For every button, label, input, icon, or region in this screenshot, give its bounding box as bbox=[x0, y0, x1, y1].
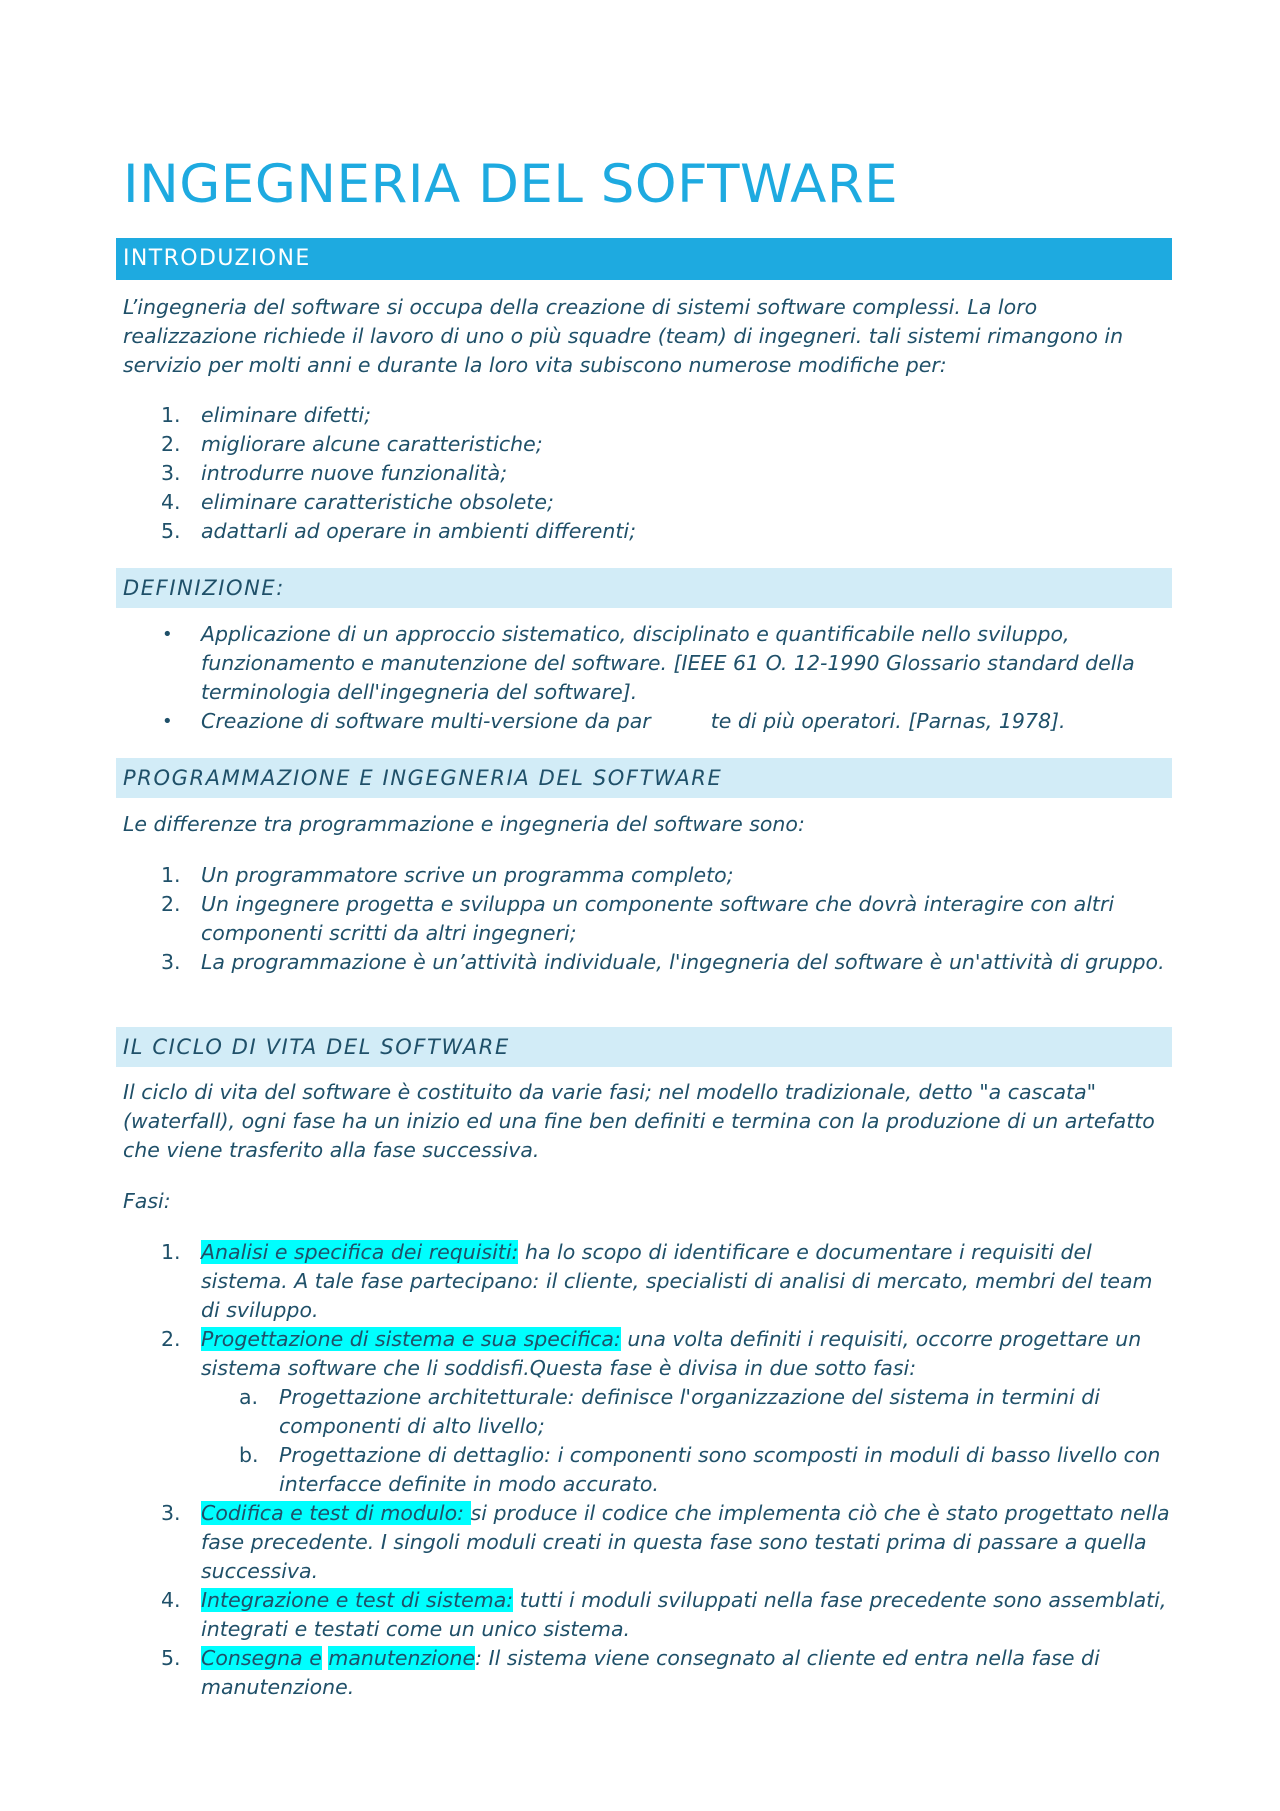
programmazione-paragraph: Le differenze tra programmazione e ingegneria del software sono: bbox=[123, 812, 805, 836]
list-item: 4. Integrazione e test di sistema: tutti i moduli sviluppati nella fase precedente sono assemblati, integrati e testati come un unico sistema. bbox=[161, 1588, 1167, 1641]
definizione-list bbox=[116, 620, 1172, 736]
sub-list bbox=[201, 1383, 1172, 1499]
highlight: Codifica e test di modulo: bbox=[201, 1501, 471, 1525]
highlight: Integrazione e test di sistema: bbox=[201, 1588, 514, 1612]
list-item: 5. adattarli ad operare in ambienti differenti; bbox=[161, 519, 637, 543]
list-item: 3. introdurre nuove funzionalità; bbox=[161, 461, 508, 485]
highlight: manutenzione bbox=[328, 1646, 476, 1670]
fasi-list bbox=[116, 1238, 1172, 1702]
list-item: • Applicazione di un approccio sistematico, disciplinato e quantificabile nello sviluppo, funzionamento e manutenzione del software. [IEEE 61 O. 12-1990 Glossario standard della terminologia dell'ingegneria del software]. bbox=[162, 622, 1135, 704]
list-item: 1. eliminare difetti; bbox=[161, 403, 371, 427]
list-item: 5. Consegna e manutenzione: Il sistema viene consegnato al cliente ed entra nella fase di manutenzione. bbox=[161, 1646, 1100, 1699]
sub-list-item: b. Progettazione di dettaglio: i componenti sono scomposti in moduli di basso livello con interfacce definite in modo accurato. bbox=[239, 1443, 1161, 1496]
programmazione-list bbox=[116, 861, 1172, 977]
highlight: Analisi e specifica dei requisiti: bbox=[201, 1240, 519, 1264]
heading-ciclo-di-vita: IL CICLO DI VITA DEL SOFTWARE bbox=[116, 1027, 1172, 1067]
highlight: Progettazione di sistema e sua specifica: bbox=[201, 1327, 621, 1351]
list-item: 3. Codifica e test di modulo: si produce il codice che implementa ciò che è stato progettato nella fase precedente. I singoli moduli creati in questa fase sono testati prima di passare a quella successiva. bbox=[161, 1501, 1170, 1583]
heading-programmazione: PROGRAMMAZIONE E INGEGNERIA DEL SOFTWARE bbox=[116, 758, 1172, 798]
sub-list-item: a. Progettazione architetturale: definisce l'organizzazione del sistema in termini di componenti di alto livello; bbox=[239, 1385, 1100, 1438]
list-item: 2. migliorare alcune caratteristiche; bbox=[161, 432, 543, 456]
document-title: INGEGNERIA DEL SOFTWARE bbox=[123, 154, 899, 215]
list-item: 2. Un ingegnere progetta e sviluppa un componente software che dovrà interagire con altri componenti scritti da altri ingegneri; bbox=[161, 892, 1115, 945]
list-item: 1. Analisi e specifica dei requisiti: ha lo scopo di identificare e documentare i requisiti del sistema. A tale fase partecipano: il cliente, specialisti di analisi di mercato, membri del team di sviluppo. bbox=[161, 1240, 1153, 1322]
intro-list bbox=[116, 401, 1172, 546]
heading-introduzione: INTRODUZIONE bbox=[116, 238, 1172, 280]
list-item: 4. eliminare caratteristiche obsolete; bbox=[161, 490, 554, 514]
highlight: Consegna e bbox=[201, 1646, 322, 1670]
list-item: 1. Un programmatore scrive un programma completo; bbox=[161, 863, 734, 887]
fasi-label: Fasi: bbox=[123, 1189, 171, 1213]
ciclo-paragraph: Il ciclo di vita del software è costituito da varie fasi; nel modello tradizionale, detto "a cascata" (waterfall), ogni fase ha un inizio ed una fine ben definiti e termina con la produzione di un artefatto che viene trasferito alla fase successiva. bbox=[123, 1080, 1155, 1162]
list-item: • Creazione di software multi-versione da par te di più operatori. [Parnas, 1978]. bbox=[162, 709, 1066, 733]
intro-paragraph: L’ingegneria del software si occupa della creazione di sistemi software complessi. La loro realizzazione richiede il lavoro di uno o più squadre (team) di ingegneri. tali sistemi rimangono in servizio per molti anni e durante la loro vita subiscono numerose modifiche per: bbox=[123, 295, 1124, 377]
heading-definizione: DEFINIZIONE: bbox=[116, 568, 1172, 608]
list-item: 2. Progettazione di sistema e sua specifica: una volta definiti i requisiti, occorre progettare un sistema software che li soddisfi.Questa fase è divisa in due sotto fasi: a. Progettazione architetturale: definisce l'organizzazione del sistema in termini di componenti di alto livello; b. Progettazione di dettaglio: i componenti sono scomposti in moduli di basso livello con interfacce definite in modo accurato. bbox=[116, 1325, 1172, 1499]
list-item: 3. La programmazione è un’attività individuale, l'ingegneria del software è un'attività di gruppo. bbox=[161, 950, 1165, 974]
